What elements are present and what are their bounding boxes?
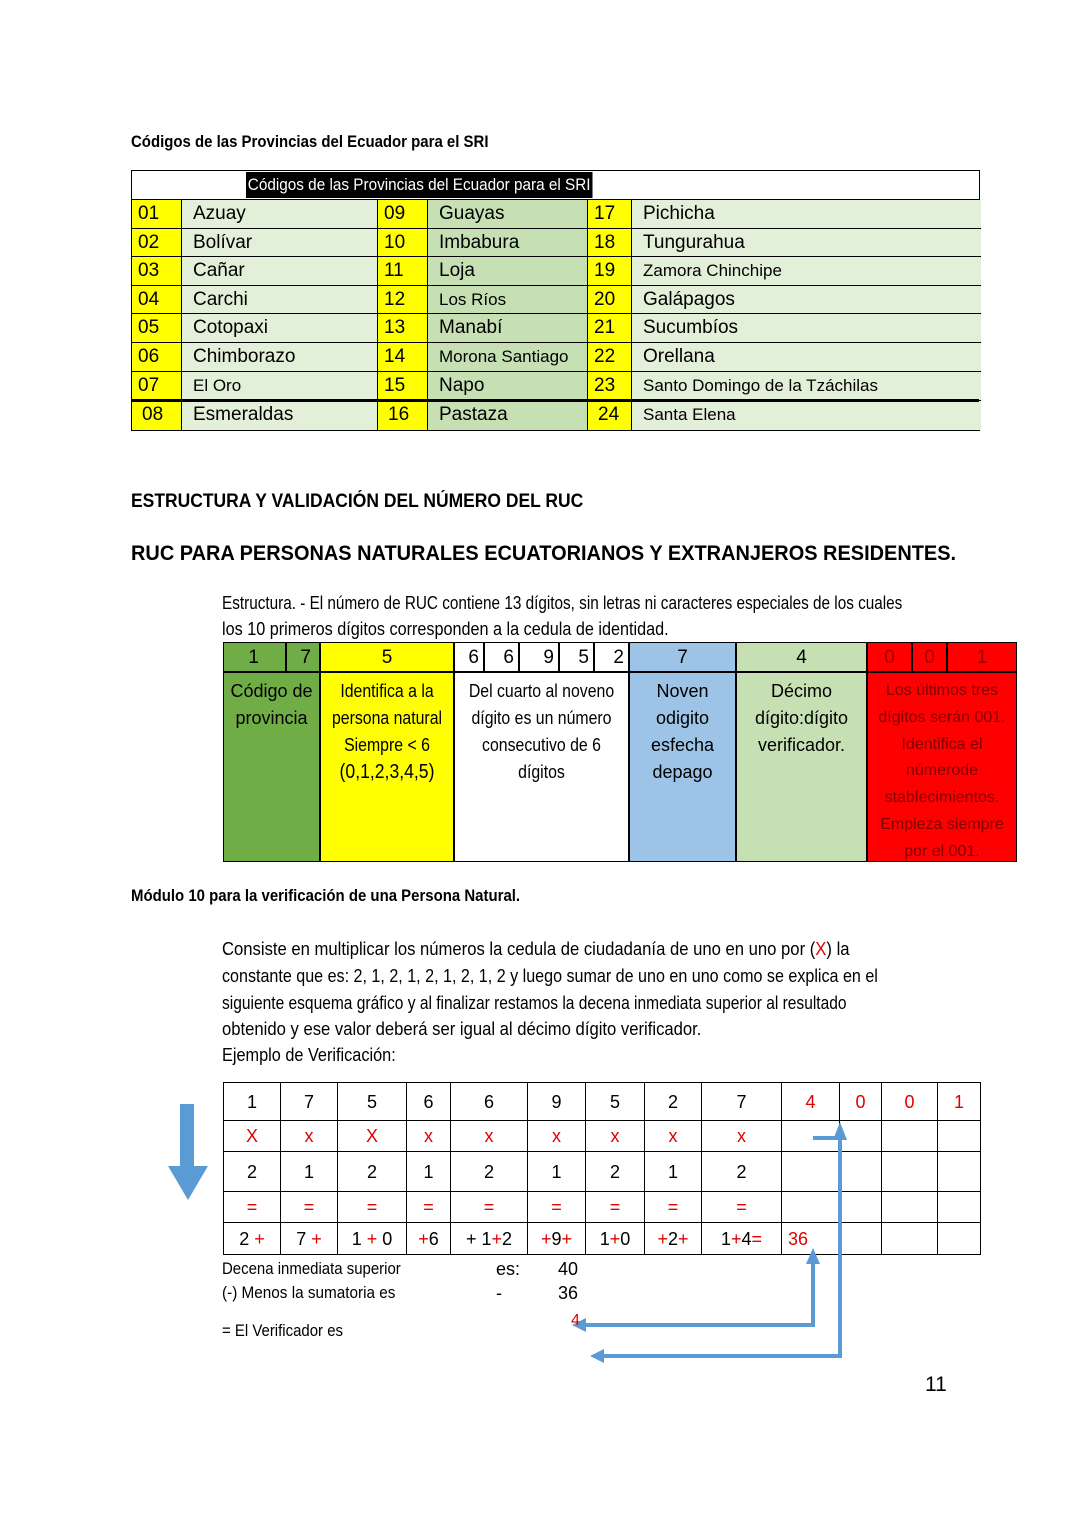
ruc-digit: 9 [519, 642, 559, 672]
constant: 1 [280, 1151, 338, 1192]
section-heading-ruc-structure: ESTRUCTURA Y VALIDACIÓN DEL NÚMERO DEL RUC [131, 491, 584, 512]
province-name: Los Ríos [428, 286, 588, 314]
arrow-head-left-lower-icon [590, 1349, 604, 1363]
province-name: El Oro [182, 372, 378, 401]
description-line: provincia [235, 708, 308, 728]
table-caption: Códigos de las Provincias del Ecuador para el SRI [132, 171, 979, 200]
ruc-digit: 0 [912, 642, 947, 672]
province-name: Sucumbíos [632, 314, 981, 343]
province-code: 14 [378, 343, 428, 372]
constant: 1 [406, 1151, 451, 1192]
empty-cell [881, 1151, 938, 1192]
equals-sign: = [527, 1191, 586, 1223]
structure-intro-line-1: Estructura. - El número de RUC contiene 13 dígitos, sin letras ni caracteres especiales de los cuales [222, 593, 903, 613]
product: +9+ [527, 1222, 586, 1255]
multiply-sign: X [337, 1120, 407, 1152]
province-name: Pastaza [428, 401, 588, 430]
multiply-sign: x [585, 1120, 645, 1152]
description-line: dígito es un número [471, 708, 612, 728]
province-code: 18 [588, 229, 632, 257]
description-line: Siempre < 6 [344, 735, 430, 755]
province-name: Azuay [182, 200, 378, 229]
ruc-description-province [223, 672, 320, 862]
section-heading-province-codes: Códigos de las Provincias del Ecuador para el SRI [131, 132, 489, 151]
description-line: Empieza siempre [880, 815, 1004, 833]
verification-digit: 9 [527, 1082, 586, 1121]
equals-sign: = [644, 1191, 702, 1223]
verification-digit: 5 [337, 1082, 407, 1121]
arrow-head-up-right-icon [833, 1122, 847, 1140]
description-line: dígitos [518, 762, 565, 782]
province-name: Pichicha [632, 200, 981, 229]
verification-digit: 6 [406, 1082, 451, 1121]
description-line: dígitos serán 001. [878, 708, 1006, 726]
province-name: Orellana [632, 343, 981, 372]
ruc-digit: 6 [454, 642, 484, 672]
province-code: 19 [588, 257, 632, 286]
calc-value-decena: 40 [558, 1259, 579, 1279]
province-name: Imbabura [428, 229, 588, 257]
description-line: odigito [655, 708, 710, 728]
equals-sign: = [701, 1191, 782, 1223]
paragraph-line-1: Consiste en multiplicar los números la cedula de ciudadanía de uno en uno por (X) la [222, 938, 850, 959]
ruc-digit: 7 [629, 642, 736, 672]
empty-cell [937, 1191, 981, 1223]
province-name: Manabí [428, 314, 588, 343]
ruc-digit: 6 [484, 642, 519, 672]
ruc-digit: 1 [223, 642, 286, 672]
structure-intro-line-2: los 10 primeros dígitos corresponden a la cedula de identidad. [222, 619, 669, 639]
province-name: Carchi [182, 286, 378, 314]
row-separator [132, 399, 979, 402]
verification-digit: 2 [644, 1082, 702, 1121]
constant: 2 [223, 1151, 281, 1192]
description-line: Los últimos tres [885, 682, 999, 699]
equals-sign: = [337, 1191, 407, 1223]
province-code: 21 [588, 314, 632, 343]
province-code: 06 [132, 343, 182, 372]
equals-sign: = [450, 1191, 528, 1223]
paragraph-line-2: constante que es: 2, 1, 2, 1, 2, 1, 2, 1, 2 y luego sumar de uno en uno como se explica en el [222, 965, 878, 986]
product: 1+4= [701, 1222, 782, 1255]
description-line: Noven [656, 681, 709, 701]
description-line: verificador. [757, 735, 846, 755]
multiply-sign: x [644, 1120, 702, 1152]
arrow-from-sum [582, 1260, 813, 1325]
calc-label-sumatoria: (-) Menos la sumatoria es [222, 1283, 396, 1302]
ruc-digit: 0 [867, 642, 912, 672]
calc-value-verificador: 4 [571, 1312, 580, 1329]
ruc-description-natural [320, 672, 454, 862]
description-line: esfecha [650, 735, 715, 755]
description-line: persona natural [331, 708, 443, 728]
constant: 2 [585, 1151, 645, 1192]
verification-arrows [560, 1110, 860, 1370]
description-line: (0,1,2,3,4,5) [339, 761, 435, 783]
verification-digit: 1 [223, 1082, 281, 1121]
ruc-digit: 1 [947, 642, 1017, 672]
product: 1 + 0 [337, 1222, 407, 1255]
verification-digit: 5 [585, 1082, 645, 1121]
description-line: Código de [230, 681, 313, 701]
equals-sign: = [280, 1191, 338, 1223]
product: +2+ [644, 1222, 702, 1255]
paragraph-line-4: obtenido y ese valor deberá ser igual al décimo dígito verificador. [222, 1018, 702, 1039]
empty-cell [937, 1222, 981, 1255]
description-line: consecutivo de 6 [482, 735, 601, 755]
product: 2 + [223, 1222, 281, 1255]
province-code: 20 [588, 286, 632, 314]
description-line: Identifica el [901, 735, 983, 753]
province-code: 08 [132, 401, 182, 430]
province-name: Loja [428, 257, 588, 286]
province-name: Esmeraldas [182, 401, 378, 430]
ruc-digit: 2 [594, 642, 629, 672]
equals-sign: = [585, 1191, 645, 1223]
calc-sep-es: es: [496, 1259, 521, 1279]
description-line: Identifica a la [340, 681, 434, 701]
province-code: 11 [378, 257, 428, 286]
description-line: stablecimientos. [884, 789, 1000, 807]
multiply-sign: X [223, 1120, 281, 1152]
multiply-sign: x [450, 1120, 528, 1152]
constant: 1 [644, 1151, 702, 1192]
section-heading-modulo-10: Módulo 10 para la verificación de una Persona Natural. [131, 886, 521, 905]
description-line: por el 001. [904, 842, 980, 860]
ruc-description-consecutive [454, 672, 629, 862]
constant: 2 [450, 1151, 528, 1192]
province-code: 16 [378, 401, 428, 430]
description-line: depago [652, 762, 713, 782]
province-code: 04 [132, 286, 182, 314]
verification-digit: 0 [839, 1082, 882, 1121]
ruc-digit: 5 [320, 642, 454, 672]
equals-sign: = [223, 1191, 281, 1223]
province-name: Morona Santiago [428, 343, 588, 372]
constant: 1 [527, 1151, 586, 1192]
verification-digit: 7 [280, 1082, 338, 1121]
province-code: 22 [588, 343, 632, 372]
description-line: Del cuarto al noveno [468, 681, 615, 701]
province-code: 13 [378, 314, 428, 343]
province-code: 12 [378, 286, 428, 314]
verification-digit: 4 [781, 1082, 840, 1121]
province-code: 24 [588, 401, 632, 430]
ruc-digit: 5 [559, 642, 594, 672]
province-name: Cañar [182, 257, 378, 286]
calc-label-decena: Decena inmediata superior [222, 1259, 401, 1278]
province-code: 02 [132, 229, 182, 257]
description-line: dígito:dígito [754, 708, 849, 728]
province-code: 10 [378, 229, 428, 257]
verification-digit: 0 [881, 1082, 938, 1121]
province-code: 07 [132, 372, 182, 401]
province-name: Bolívar [182, 229, 378, 257]
arrow-head-up-left-icon [806, 1248, 820, 1264]
ruc-description-ninth [629, 672, 736, 862]
province-codes-table [131, 170, 980, 431]
empty-cell [881, 1222, 938, 1255]
ruc-digit: 4 [736, 642, 867, 672]
province-name: Santa Elena [632, 401, 981, 430]
province-code: 01 [132, 200, 182, 229]
province-code: 05 [132, 314, 182, 343]
empty-cell [937, 1151, 981, 1192]
province-name: Guayas [428, 200, 588, 229]
province-code: 03 [132, 257, 182, 286]
province-code: 15 [378, 372, 428, 401]
page-number: 11 [925, 1373, 947, 1396]
multiply-sign: x [527, 1120, 586, 1152]
product: 1+0 [585, 1222, 645, 1255]
calc-label-verificador: = El Verificador es [222, 1321, 343, 1340]
empty-cell [937, 1120, 981, 1152]
down-arrow-icon [166, 1104, 210, 1202]
section-heading-natural-persons: RUC PARA PERSONAS NATURALES ECUATORIANOS Y EXTRANJEROS RESIDENTES. [131, 542, 957, 565]
province-name: Galápagos [632, 286, 981, 314]
province-name: Chimborazo [182, 343, 378, 372]
province-code: 17 [588, 200, 632, 229]
province-name: Napo [428, 372, 588, 401]
multiply-sign: x [701, 1120, 782, 1152]
product: +6 [406, 1222, 451, 1255]
description-line: númerode [905, 762, 979, 780]
verification-digit: 6 [450, 1082, 528, 1121]
ruc-description-tenth [736, 672, 867, 862]
province-name: Santo Domingo de la Tzáchilas [632, 372, 981, 401]
equals-sign: = [406, 1191, 451, 1223]
empty-cell [881, 1191, 938, 1223]
calc-value-sumatoria: 36 [558, 1283, 579, 1303]
province-name: Zamora Chinchipe [632, 257, 981, 286]
empty-cell [881, 1120, 938, 1152]
multiply-sign: x [280, 1120, 338, 1152]
province-code: 09 [378, 200, 428, 229]
verification-sum: 36 [781, 1222, 840, 1255]
constant: 2 [337, 1151, 407, 1192]
verification-digit: 7 [701, 1082, 782, 1121]
paragraph-line-3: siguiente esquema gráfico y al finalizar restamos la decena inmediata superior al resultado [222, 992, 847, 1013]
multiply-sign: x [406, 1120, 451, 1152]
product: + 1+2 [450, 1222, 528, 1255]
paragraph-line-5: Ejemplo de Verificación: [222, 1044, 396, 1065]
province-name: Tungurahua [632, 229, 981, 257]
constant: 2 [701, 1151, 782, 1192]
ruc-description-last [867, 672, 1017, 862]
description-line: Décimo [770, 681, 832, 701]
verification-digit: 1 [937, 1082, 981, 1121]
province-code: 23 [588, 372, 632, 401]
ruc-digit: 7 [286, 642, 320, 672]
calc-sep-minus: - [496, 1283, 502, 1303]
product: 7 + [280, 1222, 338, 1255]
province-name: Cotopaxi [182, 314, 378, 343]
